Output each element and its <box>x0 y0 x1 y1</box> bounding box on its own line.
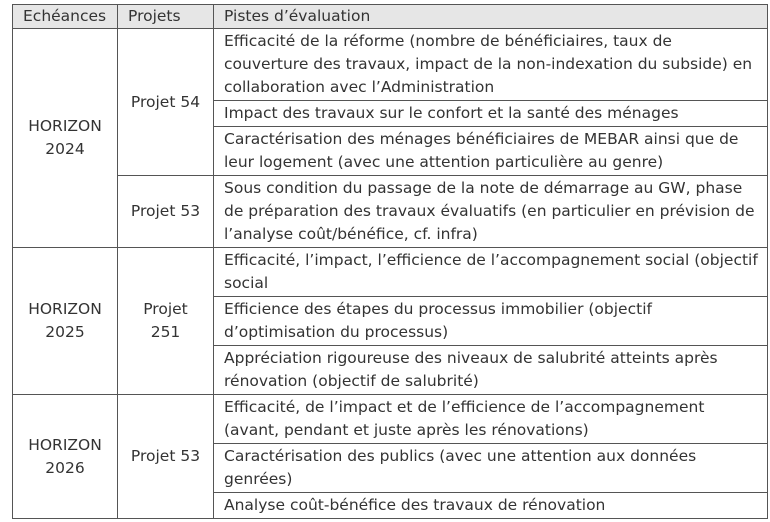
header-echeances: Echéances <box>13 5 118 29</box>
project-name: Projet 54 <box>130 92 201 111</box>
horizon-2025-cell <box>13 248 118 395</box>
horizon-2026-cell <box>13 395 118 519</box>
piste-cell: Impact des travaux sur le confort et la santé des ménages <box>214 101 768 127</box>
project-54-cell <box>118 29 214 176</box>
horizon-label: HORIZON <box>28 117 102 135</box>
piste-cell: Efficacité de la réforme (nombre de bénéficiaires, taux de couverture des travaux, impact de la non-indexation du subside) en collaboration avec l’Administration <box>214 29 768 101</box>
evaluation-table <box>12 4 768 519</box>
piste-cell: Efficacité, de l’impact et de l’efficience de l’accompagnement (avant, pendant et juste après les rénovations) <box>214 395 768 444</box>
table-row <box>13 248 768 297</box>
piste-cell: Appréciation rigoureuse des niveaux de salubrité atteints après rénovation (objectif de salubrité) <box>214 346 768 395</box>
horizon-label: HORIZON <box>28 300 102 318</box>
piste-cell: Efficacité, l’impact, l’efficience de l’accompagnement social (objectif social <box>214 248 768 297</box>
piste-cell: Sous condition du passage de la note de démarrage au GW, phase de préparation des travaux évaluatifs (en particulier en prévision de l’analyse coût/bénéfice, cf. infra) <box>214 176 768 248</box>
horizon-year: 2026 <box>45 458 85 477</box>
table-row <box>13 29 768 101</box>
piste-cell: Caractérisation des ménages bénéficiaires de MEBAR ainsi que de leur logement (avec une attention particulière au genre) <box>214 127 768 176</box>
horizon-label: HORIZON <box>28 435 102 454</box>
piste-cell: Efficience des étapes du processus immobilier (objectif d’optimisation du processus) <box>214 297 768 346</box>
table-row <box>13 176 768 248</box>
horizon-year: 2024 <box>45 140 85 158</box>
piste-cell: Caractérisation des publics (avec une attention aux données genrées) <box>214 444 768 493</box>
header-row <box>13 5 768 29</box>
project-251-cell <box>118 248 214 395</box>
project-name: Projet 53 <box>130 447 201 465</box>
project-53-2026-cell <box>118 395 214 519</box>
piste-cell: Analyse coût-bénéfice des travaux de rénovation <box>214 493 768 519</box>
project-name: Projet <box>143 300 188 318</box>
project-number: 251 <box>150 323 181 341</box>
horizon-2024-cell <box>13 29 118 248</box>
header-projets: Projets <box>118 5 214 29</box>
horizon-year: 2025 <box>45 323 85 341</box>
project-name: Projet 53 <box>130 202 201 220</box>
project-53-cell <box>118 176 214 248</box>
table-row <box>13 395 768 444</box>
header-pistes: Pistes d’évaluation <box>214 5 768 29</box>
